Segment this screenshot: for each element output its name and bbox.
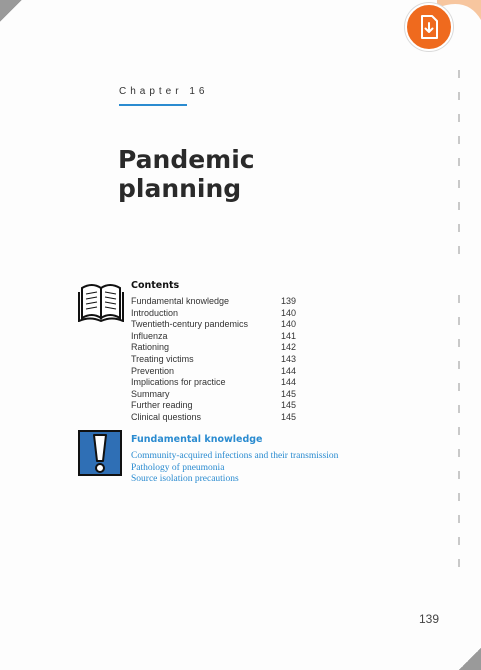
toc-page: 144: [281, 365, 297, 376]
table-of-contents: [131, 296, 331, 424]
toc-row[interactable]: [131, 354, 331, 366]
toc-label: Implications for practice: [131, 377, 226, 388]
toc-row[interactable]: [131, 412, 331, 424]
toc-row[interactable]: [131, 319, 331, 331]
toc-row[interactable]: [131, 342, 331, 354]
toc-row[interactable]: [131, 389, 331, 401]
toc-row[interactable]: [131, 308, 331, 320]
page-corner-top-left: [0, 0, 22, 22]
toc-page: 143: [281, 353, 297, 364]
exclamation-icon: [77, 429, 123, 477]
toc-label: Fundamental knowledge: [131, 296, 230, 306]
page-title: [118, 145, 255, 203]
toc-label: Treating victims: [131, 353, 194, 364]
pdf-download-button[interactable]: [405, 3, 453, 51]
book-icon: [78, 280, 124, 322]
toc-page: 145: [281, 400, 297, 411]
toc-row[interactable]: [131, 296, 331, 308]
fundamental-knowledge-link[interactable]: Source isolation precautions: [131, 474, 239, 484]
toc-label: Clinical questions: [131, 411, 202, 422]
toc-page: 139: [281, 296, 297, 306]
toc-row[interactable]: [131, 400, 331, 412]
fundamental-knowledge-link[interactable]: Community-acquired infections and their transmission: [131, 451, 339, 461]
fundamental-knowledge-list: [131, 451, 338, 486]
toc-label: Rationing: [131, 342, 170, 353]
toc-row[interactable]: [131, 377, 331, 389]
margin-ink-marks: [455, 70, 465, 570]
toc-label: Further reading: [131, 400, 193, 411]
toc-label: Influenza: [131, 330, 168, 341]
toc-label: Twentieth-century pandemics: [131, 319, 249, 330]
title-line-2: planning: [118, 174, 242, 203]
pdf-download-icon: [417, 14, 441, 40]
toc-label: Summary: [131, 388, 170, 399]
toc-page: 141: [281, 330, 297, 341]
chapter-underline: [119, 104, 187, 106]
toc-page: 144: [281, 377, 297, 388]
toc-row[interactable]: [131, 331, 331, 343]
contents-heading: Contents: [131, 280, 180, 291]
toc-page: 140: [281, 319, 297, 330]
page-corner-bottom-right: [459, 648, 481, 670]
toc-label: Introduction: [131, 307, 179, 318]
fundamental-knowledge-heading: Fundamental knowledge: [131, 434, 263, 445]
toc-page: 142: [281, 342, 297, 353]
page-number: 139: [419, 612, 440, 626]
title-line-1: Pandemic: [118, 145, 255, 174]
chapter-label: Chapter 16: [119, 86, 209, 97]
toc-row[interactable]: [131, 366, 331, 378]
fundamental-knowledge-link[interactable]: Pathology of pneumonia: [131, 462, 225, 473]
toc-page: 145: [281, 411, 297, 422]
toc-label: Prevention: [131, 365, 175, 376]
toc-page: 145: [281, 388, 297, 399]
toc-page: 140: [281, 307, 297, 318]
